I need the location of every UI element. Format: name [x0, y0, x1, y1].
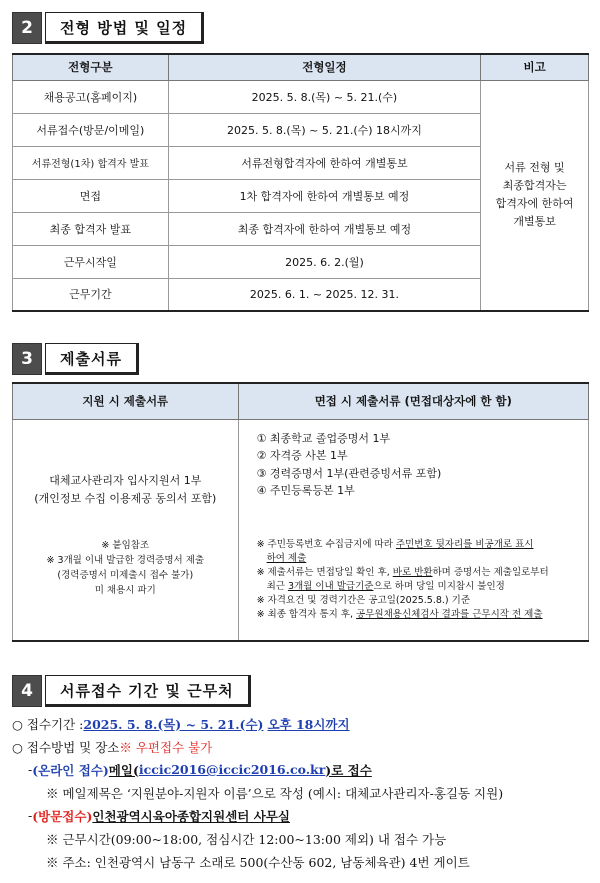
application-form-text: 대체교사관리자 입사지원서 1부 — [49, 473, 202, 487]
disposal-note: 미 채용시 파기 — [94, 584, 156, 596]
row-category: 근무기간 — [13, 278, 169, 311]
list-item: ④ 주민등록등본 1부 — [256, 484, 355, 497]
visit-application: - (방문접수) 인천광역시육아종합지원센터 사무실 — [28, 808, 290, 824]
application-method — [12, 735, 592, 758]
list-item: ① 최종학교 졸업증명서 1부 — [256, 431, 391, 445]
visit-label: (방문접수) — [32, 808, 93, 824]
row-schedule: 1차 합격자에 한하여 개별통보 예정 — [168, 179, 480, 212]
note-resident-number: ※ 주민등록번호 수집금지에 따라 주민번호 뒷자리를 비공개로 표시 — [256, 538, 534, 550]
table-row — [13, 80, 589, 113]
row-category: 최종 합격자 발표 — [13, 212, 169, 245]
period-label: ○ 접수기간 : — [12, 716, 84, 732]
row-schedule: 서류전형합격자에 한하여 개별통보 — [168, 146, 480, 179]
online-label: (온라인 접수) — [32, 762, 109, 778]
row-schedule: 2025. 6. 1. ~ 2025. 12. 31. — [168, 278, 480, 311]
note-cell — [481, 80, 589, 311]
header-schedule: 전형일정 — [168, 54, 480, 80]
row-category: 근무시작일 — [13, 245, 169, 278]
career-cert-warning: (경력증명서 미제출시 접수 불가) — [57, 569, 194, 581]
interview-docs-cell — [238, 419, 588, 641]
note-resident-number-cont: 하여 제출 — [266, 552, 307, 564]
documents-table — [12, 382, 589, 642]
section-4-header — [12, 675, 251, 707]
consent-form-text: (개인정보 수집 이용제공 동의서 포함) — [34, 491, 217, 505]
section-3-header — [12, 343, 139, 375]
section-4-title: 서류접수 기간 및 근무처 — [45, 675, 251, 707]
list-item: ③ 경력증명서 1부(관련증빙서류 포함) — [256, 466, 442, 480]
application-period — [12, 712, 592, 735]
no-mail-warning: ※ 우편접수 불가 — [119, 739, 213, 755]
note-qualification-basis: ※ 자격요건 및 경력기간은 공고일(2025.5.8.) 기준 — [256, 594, 471, 606]
address-note: ※ 주소: 인천광역시 남동구 소래로 500(수산동 602, 남동체육관) 4번 게이트 — [46, 854, 470, 870]
note-line: 최종합격자는 — [502, 179, 567, 193]
note-return-docs: ※ 제출서류는 면접당일 확인 후, 바로 반환하며 증명서는 제출일로부터 — [256, 566, 549, 578]
documents-header-row — [13, 383, 589, 419]
section-3-number: 3 — [12, 343, 42, 375]
header-note: 비고 — [481, 54, 589, 80]
application-docs-cell — [13, 419, 239, 641]
row-schedule: 2025. 5. 8.(목) ~ 5. 21.(수) 18시까지 — [168, 113, 480, 146]
section-2-number: 2 — [12, 12, 42, 44]
section-2-header — [12, 12, 204, 44]
method-label: ○ 접수방법 및 장소 — [12, 739, 120, 755]
career-cert-note: ※ 3개월 이내 발급한 경력증명서 제출 — [46, 554, 205, 566]
header-interview-docs: 면접 시 제출서류 (면접대상자에 한 함) — [238, 383, 588, 419]
period-dates: 2025. 5. 8.(목) ~ 5. 21.(수) — [83, 716, 264, 732]
online-application: - (온라인 접수) 메일( iccic2016@iccic2016.co.kr )로 접수 — [28, 762, 372, 778]
row-category: 서류전형(1차) 합격자 발표 — [13, 146, 169, 179]
table-row — [13, 419, 589, 641]
note-line: 개별통보 — [513, 215, 556, 229]
attachment-note: ※ 붙임참조 — [101, 539, 150, 551]
visit-place: 인천광역시육아종합지원센터 사무실 — [92, 808, 290, 824]
row-schedule: 최종 합격자에 한하여 개별통보 예정 — [168, 212, 480, 245]
schedule-header-row — [13, 54, 589, 80]
note-health-check: ※ 최종 합격자 통지 후, 공무원채용신체검사 결과를 근무시작 전 제출 — [256, 608, 543, 620]
row-schedule: 2025. 6. 2.(월) — [168, 245, 480, 278]
interview-docs-list — [257, 430, 580, 500]
note-line: 합격자에 한하여 — [495, 197, 574, 211]
section-2-title: 전형 방법 및 일정 — [45, 12, 204, 44]
row-category: 서류접수(방문/이메일) — [13, 113, 169, 146]
row-schedule: 2025. 5. 8.(목) ~ 5. 21.(수) — [168, 80, 480, 113]
email-link[interactable]: iccic2016@iccic2016.co.kr — [138, 762, 326, 777]
row-category: 채용공고(홈페이지) — [13, 80, 169, 113]
office-hours-note: ※ 근무시간(09:00~18:00, 점심시간 12:00~13:00 제외) 내 접수 가능 — [46, 831, 447, 847]
note-line: 서류 전형 및 — [504, 161, 565, 175]
note-issue-date: 최근 3개월 이내 발급기준으로 하며 당일 미지참시 불인정 — [266, 580, 505, 592]
section-4-number: 4 — [12, 675, 42, 707]
row-category: 면접 — [13, 179, 169, 212]
application-info — [12, 712, 592, 873]
email-subject-note: ※ 메일제목은 ‘지원분야-지원자 이름’으로 작성 (예시: 대체교사관리자-홍길동 지원) — [46, 785, 504, 801]
schedule-table — [12, 53, 589, 312]
period-deadline: 오후 18시까지 — [267, 716, 350, 732]
list-item: ② 자격증 사본 1부 — [256, 449, 348, 462]
section-3-title: 제출서류 — [45, 343, 139, 375]
header-application-docs: 지원 시 제출서류 — [13, 383, 239, 419]
header-category: 전형구분 — [13, 54, 169, 80]
interview-notes — [257, 538, 580, 622]
